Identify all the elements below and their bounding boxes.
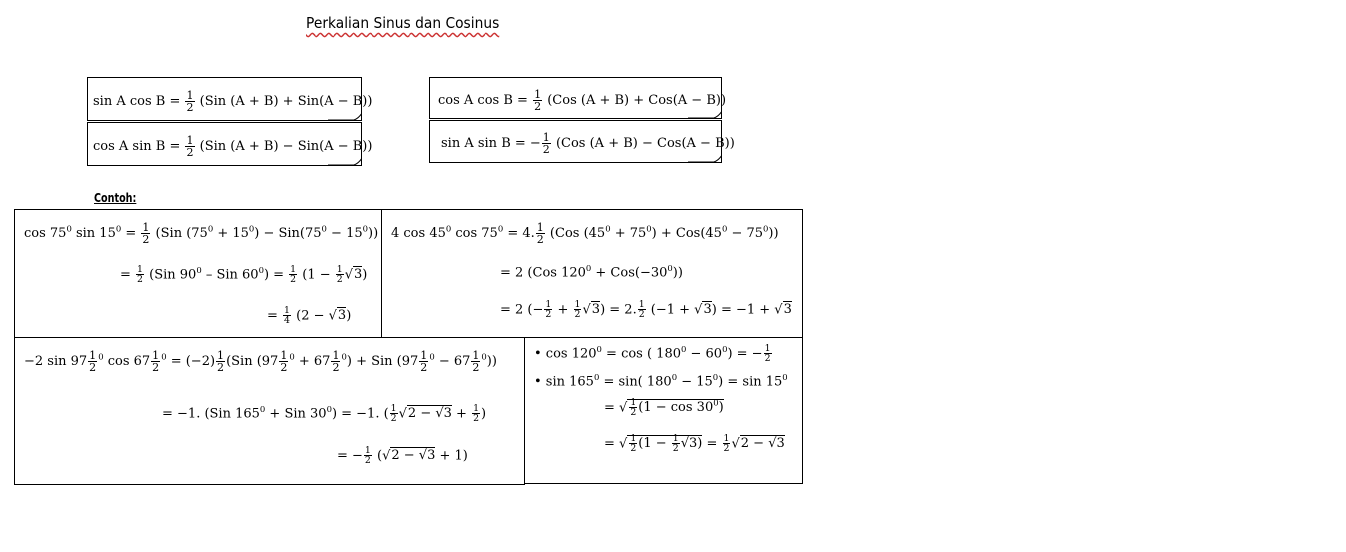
example-line: = $\frac{1}{4}$ (2 − √3)	[267, 305, 352, 327]
example-line: = $\frac{1}{2}$ (Sin $90^0$ – Sin $60^0$) = $\frac{1}{2}$ (1 − $\frac{1}{2}$ √3)	[120, 264, 368, 286]
example-line: = − $\frac{1}{2}$ (√2 − √3 + 1)	[337, 445, 468, 467]
formula-text: cos A sin B = $\frac{1}{2}$ (Sin (A + B) − Sin(A − B))	[93, 134, 373, 160]
formula-text: sin A cos B = $\frac{1}{2}$ (Sin (A + B) + Sin(A − B))	[93, 89, 373, 115]
example-box-2	[381, 209, 803, 338]
example-line: • $\sin 165^0 = \sin$( $180^0 - 15^0) = \sin 15^0$	[534, 372, 788, 390]
example-line: −2 sin 97 $\frac{1}{2}$ $^0$ cos 67 $\frac{1}{2}$ $^0$ = (−2) $\frac{1}{2}$ (Sin (97 $\frac{1}{2}$ $^0$ + 67 $\frac{1}{2}$ $^0$) + Sin (97 $\frac{1}{2}$ $^0$ − 67 $\frac{1}{2}$ $^0$))	[24, 349, 497, 375]
example-line: = 2 (Cos $120^0 + Cos(-30^0)$)	[500, 263, 683, 281]
example-line: = −1. (Sin $165^0$ + Sin $30^0) = -1$. ( $\frac{1}{2}$ √2 − √3 + $\frac{1}{2}$ )	[162, 403, 487, 425]
example-line: $\cos 75^0$ $\sin 15^0$ = $\frac{1}{2}$ (Sin $(75^0 + 15^0) - Sin(75^0 - 15^0)$)	[24, 221, 379, 247]
formula-cos-sin	[87, 122, 373, 166]
example-box-1	[14, 209, 382, 338]
formula-cos-cos	[429, 77, 727, 119]
page-curl-icon	[688, 155, 722, 163]
example-box-3	[14, 337, 525, 485]
example-line: = 2 (− $\frac{1}{2}$ + $\frac{1}{2}$ √3) = 2. $\frac{1}{2}$ (−1 + √3) = −1 + √3	[500, 299, 792, 321]
formula-text: cos A cos B = $\frac{1}{2}$ (Cos (A + B) + Cos(A − B))	[438, 88, 727, 114]
example-box-4	[524, 337, 803, 484]
example-line: 4 $\cos 45^0$ $\cos 75^0 = 4$. $\frac{1}{2}$ (Cos $(45^0 + 75^0) + Cos(45^0 - 75^0)$)	[391, 221, 779, 247]
formula-sin-cos	[87, 77, 373, 121]
example-line: = √ $\frac{1}{2}$ $(1 - \cos 30^0)$	[604, 397, 724, 419]
page-curl-icon	[688, 111, 722, 119]
example-line: = √ $\frac{1}{2}$ (1 − $\frac{1}{2}$ √3) = $\frac{1}{2}$ √2 − √3	[604, 433, 785, 455]
formula-text: sin A sin B = − $\frac{1}{2}$ (Cos (A + B) − Cos(A − B))	[441, 131, 735, 157]
formula-sin-sin	[429, 120, 735, 163]
contoh-label: Contoh:	[94, 191, 137, 205]
page-title: Perkalian Sinus dan Cosinus	[306, 14, 500, 32]
page-curl-icon	[328, 158, 362, 166]
example-line: • $\cos 120^0 = \cos$ ( $180^0 - 60^0$) = − $\frac{1}{2}$	[534, 343, 771, 365]
page-curl-icon	[328, 113, 362, 121]
